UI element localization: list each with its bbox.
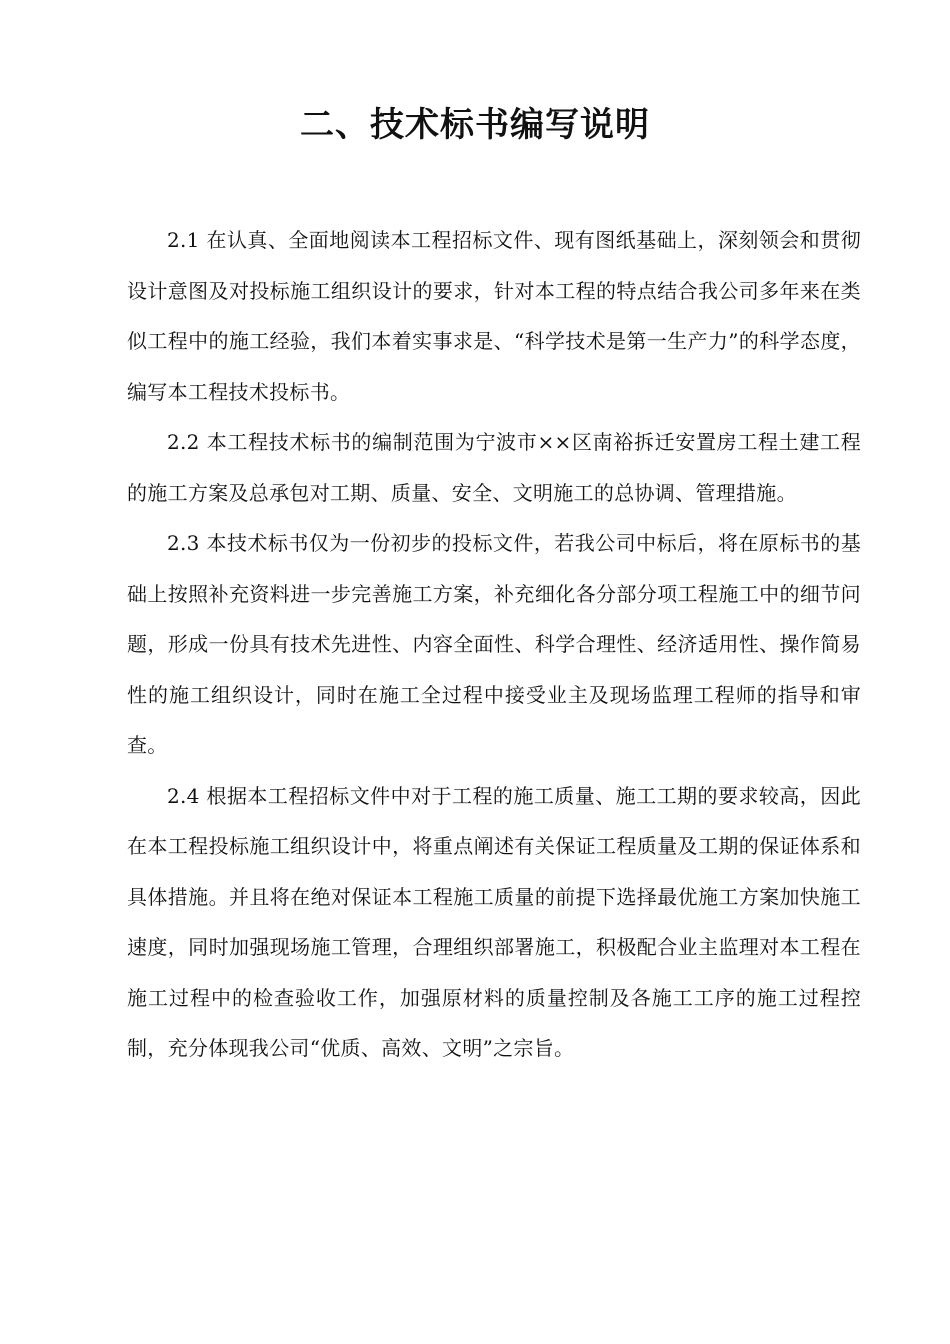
document-title: 二、技术标书编写说明: [300, 105, 650, 145]
paragraph-2-3: 2.3 本技术标书仅为一份初步的投标文件，若我公司中标后，将在原标书的基础上按照补充资料进一步完善施工方案，补充细化各分部分项工程施工中的细节问题，形成一份具有技术先进性、内容全面性、科学合理性、经济适用性、操作简易性的施工组织设计，同时在施工全过程中接受业主及现场监理工程师的指导和审查。: [127, 531, 861, 757]
paragraph-2-4: 2.4 根据本工程招标文件中对于工程的施工质量、施工工期的要求较高，因此在本工程投标施工组织设计中，将重点阐述有关保证工程质量及工期的保证体系和具体措施。并且将在绝对保证本工程施工质量的前提下选择最优施工方案加快施工速度，同时加强现场施工管理，合理组织部署施工，积极配合业主监理对本工程在施工过程中的检查验收工作，加强原材料的质量控制及各施工工序的施工过程控制，充分体现我公司“优质、高效、文明”之宗旨。: [127, 783, 861, 1060]
paragraph-2-1: 2.1 在认真、全面地阅读本工程招标文件、现有图纸基础上，深刻领会和贯彻设计意图及对投标施工组织设计的要求，针对本工程的特点结合我公司多年来在类似工程中的施工经验，我们本着实事求是、“科学技术是第一生产力”的科学态度，编写本工程技术投标书。: [127, 228, 861, 404]
paragraph-2-2: 2.2 本工程技术标书的编制范围为宁波市××区南裕拆迁安置房工程土建工程的施工方案及总承包对工期、质量、安全、文明施工的总协调、管理措施。: [127, 430, 861, 505]
document-body: [127, 215, 861, 1074]
